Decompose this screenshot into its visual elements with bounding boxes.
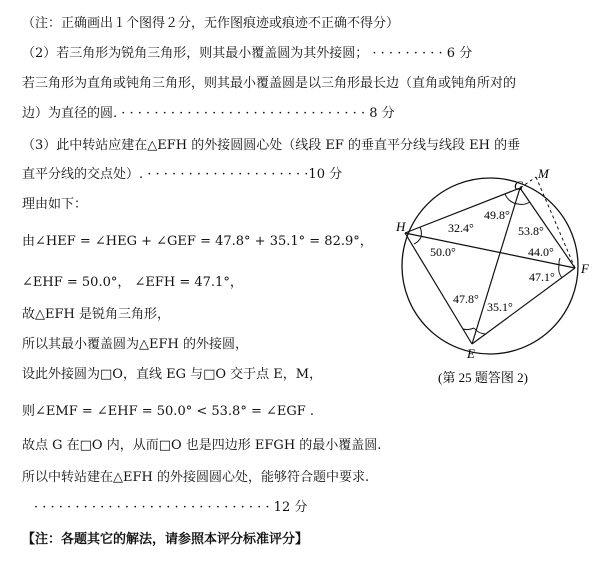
text-line-13: 则∠EMF = ∠EHF = 50.0° < 53.8° = ∠EGF . (22, 404, 315, 419)
point-label-f: F (581, 261, 589, 276)
angle-arc-f (559, 258, 560, 265)
figure-caption: (第 25 题答图 2) (438, 370, 528, 385)
angle-label-3: 53.8° (518, 224, 544, 238)
point-label-m: M (538, 166, 549, 181)
angle-arc-e (463, 328, 474, 330)
text-line-10: 故△EFH 是锐角三角形， (22, 307, 170, 322)
angle-arc-h2 (414, 237, 421, 244)
angle-label-6: 47.1° (529, 270, 555, 284)
text-line-3: 若三角形为直角或钝角三角形，则其最小覆盖圆是以三角形最长边（直角或钝角所对的 (22, 76, 517, 91)
angle-label-4: 50.0° (430, 245, 456, 259)
text-line-14: 故点 G 在□O 内，从而□O 也是四边形 EFGH 的最小覆盖圆. (22, 438, 382, 453)
angle-label-8: 35.1° (487, 300, 513, 314)
text-line-1: （注：正确画出１个图得２分，无作图痕迹或痕迹不正确不得分） (22, 16, 400, 31)
text-line-15: 所以中转站建在△EFH 的外接圆圆心处，能够符合题中要求. (22, 470, 370, 485)
angle-label-5: 44.0° (528, 245, 554, 259)
text-line-6: 直平分线的交点处）. · · · · · · · · · · · · · · · · · · · ·10 分 (22, 167, 343, 182)
text-line-17: 【注：各题其它的解法，请参照本评分标准评分】 (22, 532, 309, 547)
text-line-12: 设此外接圆为□O，直线 EG 与□O 交于点 E，M， (22, 367, 323, 382)
angle-arc-f2 (559, 265, 562, 278)
text-line-7: 理由如下： (22, 197, 88, 212)
point-label-g: G (514, 178, 524, 193)
text-line-11: 所以其最小覆盖圆为△EFH 的外接圆， (22, 337, 248, 352)
point-label-h: H (396, 219, 406, 234)
text-line-5: （3）此中转站应建在△EFH 的外接圆圆心处（线段 EF 的垂直平分线与线段 EH 的垂 (22, 138, 521, 153)
angle-arc-h (420, 227, 421, 237)
angle-arc-g2 (518, 202, 530, 204)
angle-label-7: 47.8° (453, 292, 479, 306)
text-line-9: ∠EHF = 50.0°， ∠EFH = 47.1°， (22, 275, 243, 290)
text-line-8: 由∠HEF = ∠HEG + ∠GEF = 47.8° + 35.1° = 82.9°， (22, 234, 373, 249)
text-line-2: （2）若三角形为锐角三角形，则其最小覆盖圆为其外接圆； · · · · · · · · · 6 分 (22, 46, 473, 61)
text-line-16: · · · · · · · · · · · · · · · · · · · · · · · · · · · · · 12 分 (34, 500, 308, 515)
angle-label-2: 49.8° (484, 208, 510, 222)
angle-label-1: 32.4° (448, 221, 474, 235)
circumcircle (402, 178, 578, 354)
point-label-e: E (467, 346, 475, 361)
text-line-4: 边）为直径的圆. · · · · · · · · · · · · · · · · · · · · · · · · · · · · · · 8 分 (22, 106, 395, 121)
